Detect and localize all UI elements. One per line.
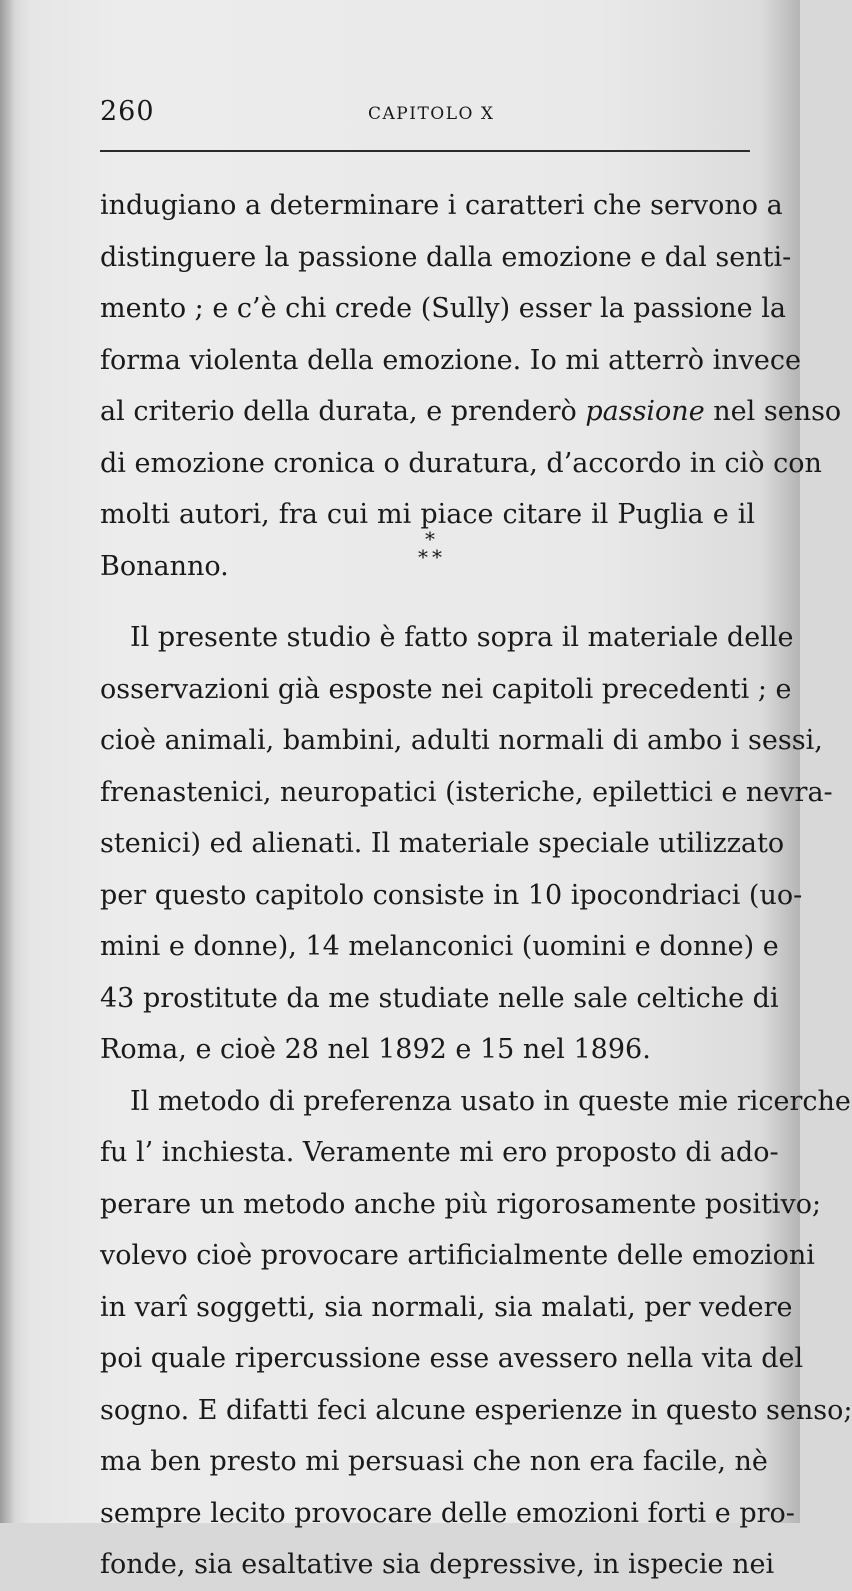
text-line: forma violenta della emozione. Io mi atterrò invece (100, 344, 801, 376)
section-asterism (400, 527, 460, 569)
asterisk: * (432, 545, 442, 569)
text-line: cioè animali, bambini, adulti normali di ambo i sessi, (100, 725, 823, 756)
text-line: ma ben presto mi persuasi che non era facile, nè (100, 1446, 768, 1477)
text-line: distinguere la passione dalla emozione e dal senti- (100, 241, 792, 273)
text-line: Il presente studio è fatto sopra il materiale delle (130, 622, 794, 653)
chapter-title: CAPITOLO X (368, 104, 495, 124)
text-line: mini e donne), 14 melanconici (uomini e donne) e (100, 931, 779, 962)
text-line: di emozione cronica o duratura, d’accordo in ciò con (100, 447, 822, 479)
italic-term: passione (585, 396, 705, 427)
text-run: al criterio della durata, e prenderò (100, 396, 586, 427)
text-line: mento ; e c’è chi crede (Sully) esser la passione la (100, 293, 786, 324)
page-number: 260 (100, 96, 155, 127)
text-line: per questo capitolo consiste in 10 ipocondriaci (uo- (100, 879, 803, 911)
asterisk: * (425, 527, 435, 551)
text-line: Il metodo di preferenza usato in queste mie ricerche (130, 1085, 851, 1117)
text-line: fonde, sia esaltative sia depressive, in ispecie nei (100, 1549, 775, 1580)
header-rule (100, 150, 750, 152)
text-line: Bonanno. (100, 550, 229, 582)
text-line: fu l’ inchiesta. Veramente mi ero proposto di ado- (100, 1137, 779, 1168)
asterisk: * (418, 545, 428, 569)
text-line: stenici) ed alienati. Il materiale speciale utilizzato (100, 828, 785, 859)
running-head (100, 96, 750, 136)
text-line: volevo cioè provocare artificialmente delle emozioni (100, 1240, 815, 1271)
text-line: sogno. E difatti feci alcune esperienze in questo senso; (100, 1394, 852, 1426)
text-line: perare un metodo anche più rigorosamente positivo; (100, 1188, 822, 1220)
text-line: indugiano a determinare i caratteri che servono a (100, 190, 783, 221)
text-line: molti autori, fra cui mi piace citare il Puglia e il (100, 499, 755, 530)
text-line (100, 386, 842, 438)
text-line: poi quale ripercussione esse avessero nella vita del (100, 1343, 804, 1374)
text-line: osservazioni già esposte nei capitoli precedenti ; e (100, 673, 792, 705)
page-gutter-shadow (0, 0, 14, 1523)
text-line: Roma, e cioè 28 nel 1892 e 15 nel 1896. (100, 1034, 651, 1065)
text-line: in varî soggetti, sia normali, sia malati, per vedere (100, 1291, 793, 1323)
text-line: frenastenici, neuropatici (isteriche, epilettici e nevra- (100, 776, 833, 808)
text-line: sempre lecito provocare delle emozioni forti e pro- (100, 1497, 795, 1529)
text-line: 43 prostitute da me studiate nelle sale celtiche di (100, 982, 779, 1014)
text-run: nel senso (704, 396, 842, 427)
paragraph-2 (100, 612, 852, 1591)
